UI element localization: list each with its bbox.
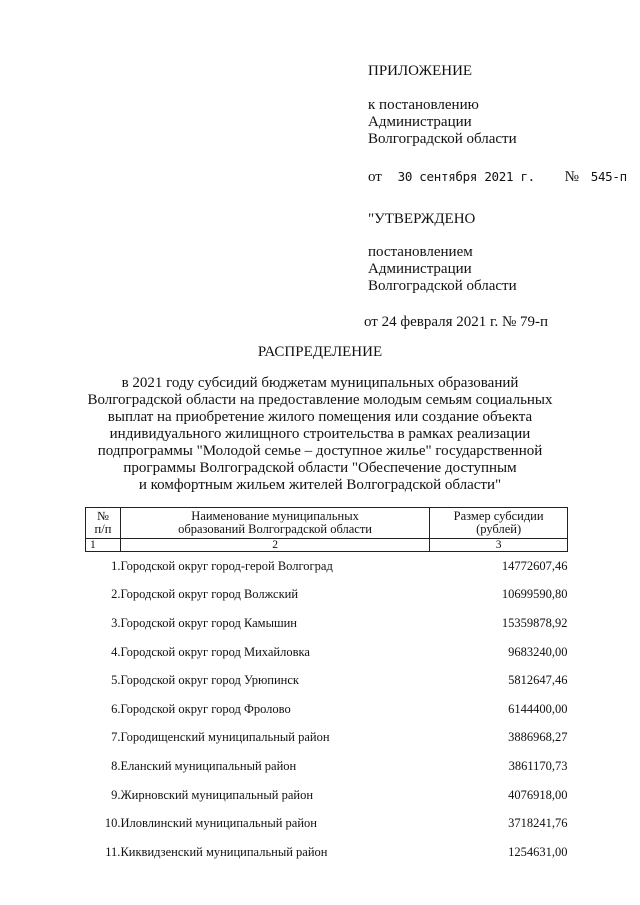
row-name: Городской округ город Михайловка [120,644,310,659]
column-number: 2 [120,539,429,552]
description-line: и комфортным жильем жителей Волгоградской области" [138,477,502,493]
approved-date-line: от 24 февраля 2021 г. № 79-п [364,314,549,330]
appendix-date-prefix: от [368,169,382,185]
row-name: Городищенский муниципальный район [120,730,330,745]
row-number: 4. [111,644,121,659]
appendix-line-2: Администрации [368,114,472,130]
table-row [86,581,568,610]
approved-line-3: Волгоградской области [368,278,517,294]
appendix-date-value: 30 сентября 2021 г. [397,169,535,184]
row-value: 10699590,80 [501,587,568,602]
table-row [86,781,568,810]
appendix-date-line [368,168,638,186]
header-value-line-1: Размер субсидии [453,509,544,523]
row-number: 7. [111,730,121,745]
row-name: Жирновский муниципальный район [120,787,314,802]
row-number: 8. [111,758,121,773]
row-name: Городской округ город Волжский [120,587,299,602]
row-name: Городской округ город Урюпинск [120,673,299,688]
table-header-row [86,508,568,539]
appendix-number-value: 545-п [590,169,627,184]
description-line: подпрограммы "Молодой семье – доступное жилье" государственной [97,443,543,459]
row-name: Иловлинский муниципальный район [120,816,317,831]
row-name: Городской округ город-герой Волгоград [120,558,333,573]
appendix-title: ПРИЛОЖЕНИЕ [368,63,473,79]
header-value [430,508,568,539]
distribution-title: РАСПРЕДЕЛЕНИЕ [257,344,383,360]
row-name: Городской округ город Камышин [120,615,297,630]
row-number: 9. [111,787,121,802]
table-row [86,638,568,667]
column-number: 3 [430,539,568,552]
table-row [86,724,568,753]
approved-line-2: Администрации [368,261,472,277]
description-line: Волгоградской области на предоставление молодым семьям социальных [87,392,553,408]
row-value: 6144400,00 [508,701,568,716]
description-line: индивидуального жилищного строительства в рамках реализации [109,426,531,442]
header-num-line-1: № [97,509,109,523]
row-number: 5. [111,673,121,688]
row-value: 4076918,00 [508,787,568,802]
description-line: программы Волгоградской области "Обеспечение доступным [123,460,517,476]
row-number: 6. [111,701,121,716]
table-row [86,666,568,695]
row-number: 10. [104,816,121,831]
header-name-line-2: образований Волгоградской области [178,522,372,536]
appendix-number-prefix: № [564,169,579,185]
description-line: выплат на приобретение жилого помещения или создание объекта [107,409,533,425]
table-row [86,609,568,638]
approved-title: "УТВЕРЖДЕНО [368,211,476,227]
row-number: 2. [111,587,121,602]
header-value-line-2: (рублей) [476,522,522,536]
row-name: Городской округ город Фролово [120,701,291,716]
row-number: 3. [111,615,121,630]
header-name [120,508,429,539]
distribution-table [85,507,568,867]
column-number: 1 [86,539,121,552]
approved-line-1: постановлением [368,244,473,260]
row-name: Еланский муниципальный район [120,758,297,773]
header-num-line-2: п/п [94,522,112,536]
row-number: 1. [111,558,121,573]
distribution-description [60,375,580,494]
header-num [86,508,121,539]
row-number: 11. [105,844,121,859]
appendix-line-1: к постановлению [368,97,479,113]
appendix-line-3: Волгоградской области [368,131,517,147]
row-value: 3886968,27 [508,730,568,745]
appendix-block [368,63,638,186]
table-row [86,552,568,581]
header-name-line-1: Наименование муниципальных [191,509,359,523]
row-value: 9683240,00 [508,644,568,659]
description-line: в 2021 году субсидий бюджетам муниципальных образований [121,375,519,391]
row-value: 5812647,46 [508,673,568,688]
row-value: 3861170,73 [508,758,568,773]
table-row [86,809,568,838]
table-row [86,838,568,867]
row-value: 15359878,92 [501,615,568,630]
row-value: 1254631,00 [508,844,568,859]
approved-block [368,211,517,295]
row-name: Киквидзенский муниципальный район [120,844,328,859]
table-row [86,752,568,781]
table-row [86,695,568,724]
row-value: 3718241,76 [508,816,568,831]
column-number-row [86,539,568,552]
row-value: 14772607,46 [501,558,568,573]
